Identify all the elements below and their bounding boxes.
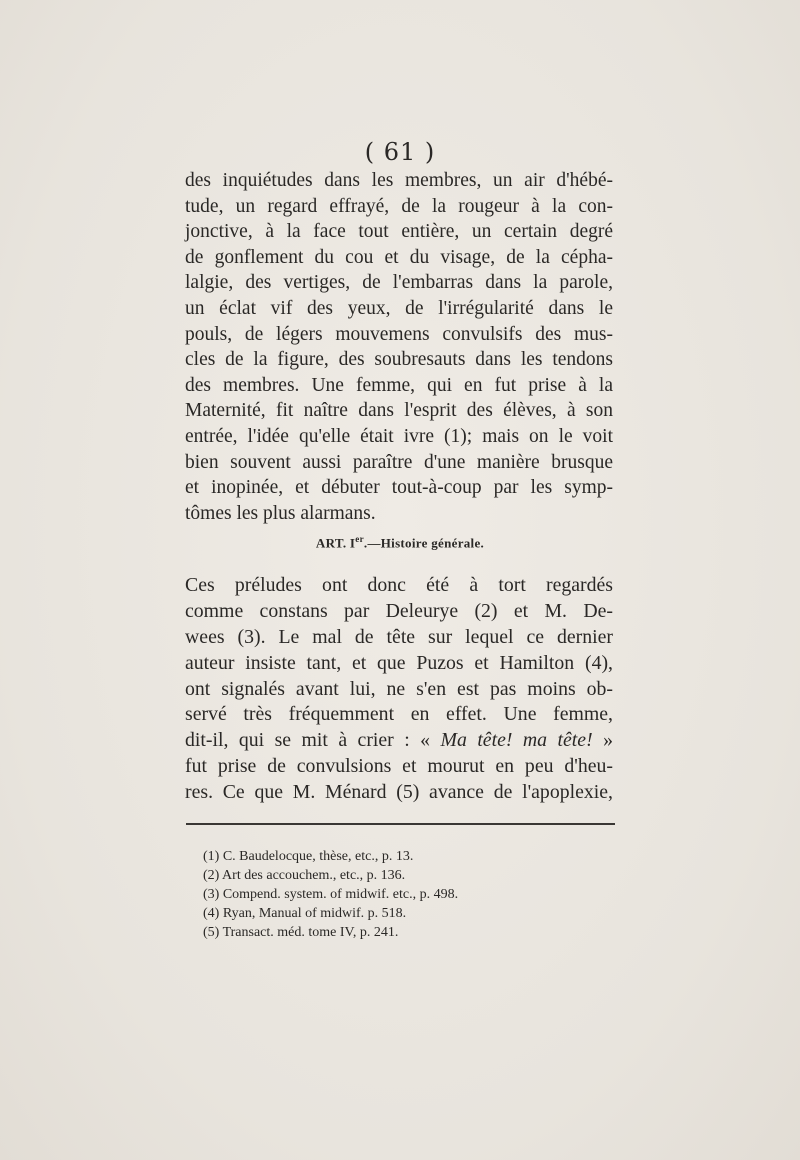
text-line: pouls, de légers mouvemens convulsifs des mus- <box>185 323 613 345</box>
footnote-divider <box>186 823 615 825</box>
text-line: bien souvent aussi paraître d'une manière brusque <box>185 451 613 473</box>
text-line: tômes les plus alarmans. <box>185 502 376 524</box>
quote-after: » <box>592 729 613 752</box>
text-line: Ces préludes ont donc été à tort regardés <box>185 574 613 596</box>
footnote: (2) Art des accouchem., etc., p. 136. <box>203 868 406 883</box>
quote-line <box>185 728 613 754</box>
footnote: (3) Compend. system. of midwif. etc., p. 498. <box>203 887 459 902</box>
quote-before: dit-il, qui se mit à crier : « <box>185 729 441 752</box>
text-line: tude, un regard effrayé, de la rougeur à la con- <box>185 195 613 217</box>
text-line: entrée, l'idée qu'elle était ivre (1); mais on le voit <box>185 425 613 447</box>
text-line: des membres. Une femme, qui en fut prise à la <box>185 374 613 396</box>
text-line: lalgie, des vertiges, de l'embarras dans la parole, <box>185 272 613 294</box>
heading-title: .—Histoire générale. <box>363 535 485 551</box>
text-line: et inopinée, et débuter tout-à-coup par les symp- <box>185 477 613 499</box>
text-line: auteur insiste tant, et que Puzos et Hamilton (4), <box>185 651 613 674</box>
text-line: Maternité, fit naître dans l'esprit des élèves, à son <box>185 400 613 422</box>
footnote: (1) C. Baudelocque, thèse, etc., p. 13. <box>203 849 414 864</box>
text-line: servé très fréquemment en effet. Une femme, <box>185 703 613 726</box>
paragraph-2 <box>185 573 613 806</box>
text-line: de gonflement du cou et du visage, de la cépha- <box>185 246 613 268</box>
footnote: (5) Transact. méd. tome IV, p. 241. <box>203 925 399 940</box>
text-line: res. Ce que M. Ménard (5) avance de l'apoplexie, <box>185 781 613 804</box>
footnote: (4) Ryan, Manual of midwif. p. 518. <box>203 906 407 921</box>
heading-prefix: ART. I <box>315 535 356 551</box>
text-line: un éclat vif des yeux, de l'irrégularité dans le <box>185 297 613 319</box>
text-line: comme constans par Deleurye (2) et M. De- <box>185 599 613 622</box>
footnotes <box>203 847 458 942</box>
text-line: cles de la figure, des soubresauts dans les tendons <box>185 349 613 371</box>
text-line: fut prise de convulsions et mourut en peu d'heu- <box>185 755 613 778</box>
text-line: wees (3). Le mal de tête sur lequel ce dernier <box>185 625 613 648</box>
heading-superscript: er <box>355 534 364 544</box>
section-heading <box>0 534 800 551</box>
text-line: ont signalés avant lui, ne s'en est pas moins ob- <box>185 677 613 700</box>
text-line: des inquiétudes dans les membres, un air d'hébé- <box>185 170 613 191</box>
paragraph-1 <box>185 168 613 526</box>
quote-italic: Ma tête! ma tête! <box>440 729 593 752</box>
text-line: jonctive, à la face tout entière, un certain degré <box>185 221 613 243</box>
page-number: ( 61 ) <box>364 138 436 166</box>
